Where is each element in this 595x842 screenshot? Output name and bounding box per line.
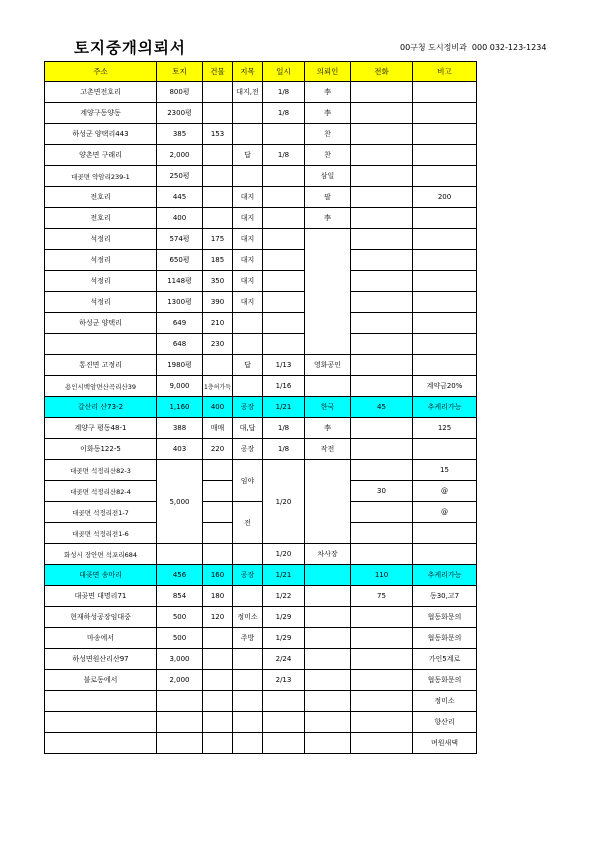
cell-land-area: 1300평 — [157, 292, 203, 313]
table-row — [45, 166, 477, 187]
cell-client: 영화공인 — [305, 355, 351, 376]
cell-client: 李 — [305, 208, 351, 229]
land-brokerage-table — [44, 61, 477, 754]
cell-address: 하성군 양택리443 — [45, 124, 157, 145]
cell-remark: 협동화문의 — [413, 670, 477, 691]
cell-phone — [351, 145, 413, 166]
cell-remark: 향산리 — [413, 712, 477, 733]
cell-land-area — [157, 691, 203, 712]
cell-land-category: 전 — [233, 502, 263, 544]
cell-client — [305, 691, 351, 712]
cell-phone — [351, 313, 413, 334]
cell-date — [263, 292, 305, 313]
cell-land-category: 답 — [233, 355, 263, 376]
cell-building-area: 220 — [203, 439, 233, 460]
cell-address: 석정리 — [45, 271, 157, 292]
cell-building-area: 175 — [203, 229, 233, 250]
cell-date: 2/13 — [263, 670, 305, 691]
cell-address: 대곶면 석정리산82-4 — [45, 481, 157, 502]
cell-remark: 정미소 — [413, 691, 477, 712]
cell-phone: 30 — [351, 481, 413, 502]
cell-date: 1/22 — [263, 586, 305, 607]
cell-client: 차사장 — [305, 544, 351, 565]
cell-land-category: 답 — [233, 145, 263, 166]
cell-building-area — [203, 481, 233, 502]
cell-land-category: 공장 — [233, 397, 263, 418]
cell-phone — [351, 628, 413, 649]
cell-land-category: 공장 — [233, 439, 263, 460]
cell-building-area — [203, 670, 233, 691]
cell-building-area — [203, 649, 233, 670]
cell-date — [263, 250, 305, 271]
cell-remark: 동30,고7 — [413, 586, 477, 607]
cell-client — [305, 649, 351, 670]
cell-remark — [413, 229, 477, 250]
cell-phone — [351, 691, 413, 712]
cell-land-area: 385 — [157, 124, 203, 145]
cell-remark — [413, 544, 477, 565]
cell-address: 계양구 평동48-1 — [45, 418, 157, 439]
cell-phone: 110 — [351, 565, 413, 586]
cell-remark — [413, 292, 477, 313]
cell-land-area: 5,000 — [157, 460, 203, 544]
cell-remark: 125 — [413, 418, 477, 439]
cell-address: 전호리 — [45, 208, 157, 229]
cell-address: 불로동에서 — [45, 670, 157, 691]
cell-land-category: 대지,전 — [233, 82, 263, 103]
cell-address: 이화동122-5 — [45, 439, 157, 460]
cell-client — [305, 733, 351, 754]
cell-land-category: 정미소 — [233, 607, 263, 628]
cell-date: 1/21 — [263, 565, 305, 586]
table-row — [45, 292, 477, 313]
cell-building-area: 210 — [203, 313, 233, 334]
cell-date: 1/8 — [263, 82, 305, 103]
cell-address — [45, 712, 157, 733]
phone-number: 000 032-123-1234 — [471, 43, 547, 52]
contact-info — [400, 42, 546, 53]
cell-remark — [413, 145, 477, 166]
cell-phone — [351, 607, 413, 628]
cell-building-area — [203, 544, 233, 565]
table-row — [45, 712, 477, 733]
cell-land-category — [233, 649, 263, 670]
cell-remark: 계약금20% — [413, 376, 477, 397]
cell-phone — [351, 103, 413, 124]
cell-phone — [351, 502, 413, 523]
cell-land-category: 대지 — [233, 187, 263, 208]
cell-client — [305, 670, 351, 691]
table-row — [45, 145, 477, 166]
cell-address: 대곶면 석정리전1-7 — [45, 502, 157, 523]
header-building-area: 건물 — [203, 62, 233, 82]
cell-phone — [351, 250, 413, 271]
cell-land-area: 3,000 — [157, 649, 203, 670]
table-row — [45, 502, 477, 523]
table-row — [45, 124, 477, 145]
cell-land-area — [157, 733, 203, 754]
cell-land-category: 대지 — [233, 208, 263, 229]
cell-building-area — [203, 355, 233, 376]
cell-client — [305, 607, 351, 628]
cell-client — [305, 229, 351, 355]
cell-phone — [351, 523, 413, 544]
cell-building-area: 400 — [203, 397, 233, 418]
cell-phone — [351, 418, 413, 439]
table-row — [45, 586, 477, 607]
cell-remark — [413, 250, 477, 271]
cell-address — [45, 334, 157, 355]
cell-remark — [413, 313, 477, 334]
cell-land-category: 대지 — [233, 292, 263, 313]
table-row — [45, 460, 477, 481]
cell-phone — [351, 355, 413, 376]
cell-remark: 며원새댁 — [413, 733, 477, 754]
cell-land-area: 649 — [157, 313, 203, 334]
cell-land-area: 403 — [157, 439, 203, 460]
cell-address: 양촌면 구래리 — [45, 145, 157, 166]
cell-client — [305, 712, 351, 733]
cell-client — [305, 460, 351, 544]
cell-building-area: 390 — [203, 292, 233, 313]
cell-remark — [413, 103, 477, 124]
table-row — [45, 271, 477, 292]
cell-client: 한국 — [305, 397, 351, 418]
cell-address: 대곶면 석정리산82-3 — [45, 460, 157, 481]
cell-date — [263, 187, 305, 208]
cell-date — [263, 733, 305, 754]
header-address: 주소 — [45, 62, 157, 82]
cell-date — [263, 208, 305, 229]
cell-date — [263, 229, 305, 250]
cell-date: 1/20 — [263, 544, 305, 565]
cell-address: 계양구동양동 — [45, 103, 157, 124]
cell-date: 1/8 — [263, 145, 305, 166]
cell-remark: 협동화문의 — [413, 628, 477, 649]
cell-land-area: 445 — [157, 187, 203, 208]
table-row — [45, 334, 477, 355]
cell-phone — [351, 733, 413, 754]
cell-address: 갈산리 산73-2 — [45, 397, 157, 418]
cell-land-category — [233, 334, 263, 355]
cell-remark: 200 — [413, 187, 477, 208]
cell-land-area: 1148평 — [157, 271, 203, 292]
cell-remark: 가인5계로 — [413, 649, 477, 670]
cell-client — [305, 586, 351, 607]
cell-phone — [351, 544, 413, 565]
cell-land-area: 388 — [157, 418, 203, 439]
cell-building-area — [203, 103, 233, 124]
table-row — [45, 397, 477, 418]
cell-building-area — [203, 145, 233, 166]
cell-remark: 15 — [413, 460, 477, 481]
cell-address: 석정리 — [45, 292, 157, 313]
cell-client: 李 — [305, 103, 351, 124]
cell-land-category — [233, 691, 263, 712]
table-row — [45, 439, 477, 460]
cell-phone — [351, 334, 413, 355]
table-row — [45, 418, 477, 439]
cell-remark — [413, 334, 477, 355]
table-row — [45, 565, 477, 586]
cell-client: 李 — [305, 418, 351, 439]
cell-land-category: 공장 — [233, 565, 263, 586]
cell-phone — [351, 187, 413, 208]
cell-remark — [413, 166, 477, 187]
cell-building-area — [203, 502, 233, 523]
cell-client: 찬 — [305, 124, 351, 145]
cell-remark — [413, 355, 477, 376]
cell-remark: @ — [413, 481, 477, 502]
cell-phone — [351, 208, 413, 229]
cell-address: 하성군 양택리 — [45, 313, 157, 334]
cell-land-area: 1,160 — [157, 397, 203, 418]
cell-land-category — [233, 733, 263, 754]
table-row — [45, 670, 477, 691]
cell-phone — [351, 670, 413, 691]
cell-phone — [351, 271, 413, 292]
cell-building-area — [203, 208, 233, 229]
cell-date: 1/13 — [263, 355, 305, 376]
table-row — [45, 82, 477, 103]
cell-date: 1/29 — [263, 607, 305, 628]
cell-land-category — [233, 586, 263, 607]
cell-building-area: 180 — [203, 586, 233, 607]
cell-land-area: 800평 — [157, 82, 203, 103]
cell-phone — [351, 712, 413, 733]
cell-land-area: 650평 — [157, 250, 203, 271]
cell-remark: 협동화문의 — [413, 607, 477, 628]
cell-address: 대곶면 석정리전1-6 — [45, 523, 157, 544]
cell-building-area: 매매 — [203, 418, 233, 439]
cell-phone: 75 — [351, 586, 413, 607]
table-row — [45, 544, 477, 565]
cell-date: 1/8 — [263, 103, 305, 124]
header-date: 일시 — [263, 62, 305, 82]
cell-land-category: 대,답 — [233, 418, 263, 439]
cell-land-area: 648 — [157, 334, 203, 355]
cell-building-area — [203, 82, 233, 103]
cell-client: 삼일 — [305, 166, 351, 187]
cell-land-category — [233, 166, 263, 187]
cell-phone — [351, 376, 413, 397]
document-title: 토지중개의뢰서 — [74, 39, 186, 57]
cell-date: 1/16 — [263, 376, 305, 397]
cell-building-area: 350 — [203, 271, 233, 292]
cell-building-area: 1층허가득 — [203, 376, 233, 397]
cell-remark — [413, 208, 477, 229]
cell-land-area: 9,000 — [157, 376, 203, 397]
cell-land-category — [233, 103, 263, 124]
cell-address: 마송에서 — [45, 628, 157, 649]
cell-building-area: 153 — [203, 124, 233, 145]
cell-remark: 추케리가능 — [413, 397, 477, 418]
cell-date — [263, 166, 305, 187]
header-remark: 비고 — [413, 62, 477, 82]
cell-date: 1/29 — [263, 628, 305, 649]
cell-date: 1/20 — [263, 460, 305, 544]
cell-land-area: 2300평 — [157, 103, 203, 124]
cell-land-area — [157, 712, 203, 733]
cell-land-category — [233, 313, 263, 334]
table-row — [45, 313, 477, 334]
cell-building-area — [203, 691, 233, 712]
cell-date — [263, 712, 305, 733]
cell-phone — [351, 124, 413, 145]
cell-address: 현재하성공장임대중 — [45, 607, 157, 628]
cell-address: 대곶면 송마리 — [45, 565, 157, 586]
cell-remark — [413, 271, 477, 292]
cell-remark — [413, 523, 477, 544]
cell-land-category — [233, 670, 263, 691]
table-row — [45, 229, 477, 250]
table-row — [45, 649, 477, 670]
cell-phone — [351, 229, 413, 250]
table-row — [45, 733, 477, 754]
header-row — [45, 62, 477, 82]
cell-building-area — [203, 712, 233, 733]
cell-land-area: 500 — [157, 607, 203, 628]
table-row — [45, 628, 477, 649]
cell-phone — [351, 292, 413, 313]
table-row — [45, 103, 477, 124]
cell-address: 대곶면 대명리71 — [45, 586, 157, 607]
cell-phone — [351, 439, 413, 460]
cell-address: 대곶면 약암리239-1 — [45, 166, 157, 187]
cell-building-area — [203, 628, 233, 649]
cell-land-category — [233, 124, 263, 145]
cell-land-category — [233, 376, 263, 397]
cell-remark — [413, 439, 477, 460]
cell-date: 1/8 — [263, 418, 305, 439]
cell-date — [263, 334, 305, 355]
cell-phone — [351, 649, 413, 670]
cell-land-category — [233, 544, 263, 565]
cell-building-area — [203, 733, 233, 754]
cell-address — [45, 691, 157, 712]
cell-date: 1/21 — [263, 397, 305, 418]
department-name: 00구청 도시정비과 — [400, 43, 467, 52]
cell-client: 李 — [305, 82, 351, 103]
cell-client: 찬 — [305, 145, 351, 166]
cell-address: 용인시백암면산곡리산39 — [45, 376, 157, 397]
cell-client — [305, 565, 351, 586]
cell-address: 석정리 — [45, 229, 157, 250]
cell-building-area — [203, 523, 233, 544]
cell-remark — [413, 82, 477, 103]
cell-land-area: 500 — [157, 628, 203, 649]
table-row — [45, 376, 477, 397]
cell-client: 작전 — [305, 439, 351, 460]
cell-land-area: 854 — [157, 586, 203, 607]
table-row — [45, 691, 477, 712]
cell-date — [263, 124, 305, 145]
cell-land-area: 574평 — [157, 229, 203, 250]
cell-land-area: 400 — [157, 208, 203, 229]
cell-land-category: 대지 — [233, 229, 263, 250]
cell-land-area: 1980평 — [157, 355, 203, 376]
table-row — [45, 355, 477, 376]
cell-client — [305, 628, 351, 649]
cell-address: 석정리 — [45, 250, 157, 271]
cell-land-area — [157, 544, 203, 565]
cell-client: 팔 — [305, 187, 351, 208]
cell-building-area — [203, 460, 233, 481]
cell-address: 통진면 고정리 — [45, 355, 157, 376]
header-land-category: 지목 — [233, 62, 263, 82]
cell-phone: 45 — [351, 397, 413, 418]
cell-remark: @ — [413, 502, 477, 523]
cell-building-area: 230 — [203, 334, 233, 355]
cell-land-category — [233, 712, 263, 733]
cell-date — [263, 271, 305, 292]
table-body — [45, 62, 477, 754]
cell-land-category: 주방 — [233, 628, 263, 649]
header-phone: 전화 — [351, 62, 413, 82]
cell-land-area: 456 — [157, 565, 203, 586]
table-row — [45, 250, 477, 271]
header-land-area: 토지 — [157, 62, 203, 82]
cell-date — [263, 313, 305, 334]
cell-address: 화성시 장안면 석포리684 — [45, 544, 157, 565]
cell-phone — [351, 460, 413, 481]
table-row — [45, 208, 477, 229]
cell-date — [263, 691, 305, 712]
cell-land-area: 2,000 — [157, 670, 203, 691]
cell-phone — [351, 82, 413, 103]
cell-address — [45, 733, 157, 754]
header-client: 의뢰인 — [305, 62, 351, 82]
cell-building-area — [203, 187, 233, 208]
cell-land-category: 대지 — [233, 250, 263, 271]
cell-land-category: 임야 — [233, 460, 263, 502]
cell-remark — [413, 124, 477, 145]
cell-phone — [351, 166, 413, 187]
table-row — [45, 607, 477, 628]
cell-building-area: 185 — [203, 250, 233, 271]
cell-address: 전호리 — [45, 187, 157, 208]
cell-land-category: 대지 — [233, 271, 263, 292]
cell-building-area: 160 — [203, 565, 233, 586]
cell-client — [305, 376, 351, 397]
cell-date: 1/8 — [263, 439, 305, 460]
table-row — [45, 187, 477, 208]
cell-date: 2/24 — [263, 649, 305, 670]
cell-land-area: 2,000 — [157, 145, 203, 166]
cell-remark: 추케리가능 — [413, 565, 477, 586]
cell-address: 고촌면전호리 — [45, 82, 157, 103]
cell-building-area — [203, 166, 233, 187]
cell-land-area: 250평 — [157, 166, 203, 187]
cell-address: 하성면원산리산97 — [45, 649, 157, 670]
cell-building-area: 120 — [203, 607, 233, 628]
